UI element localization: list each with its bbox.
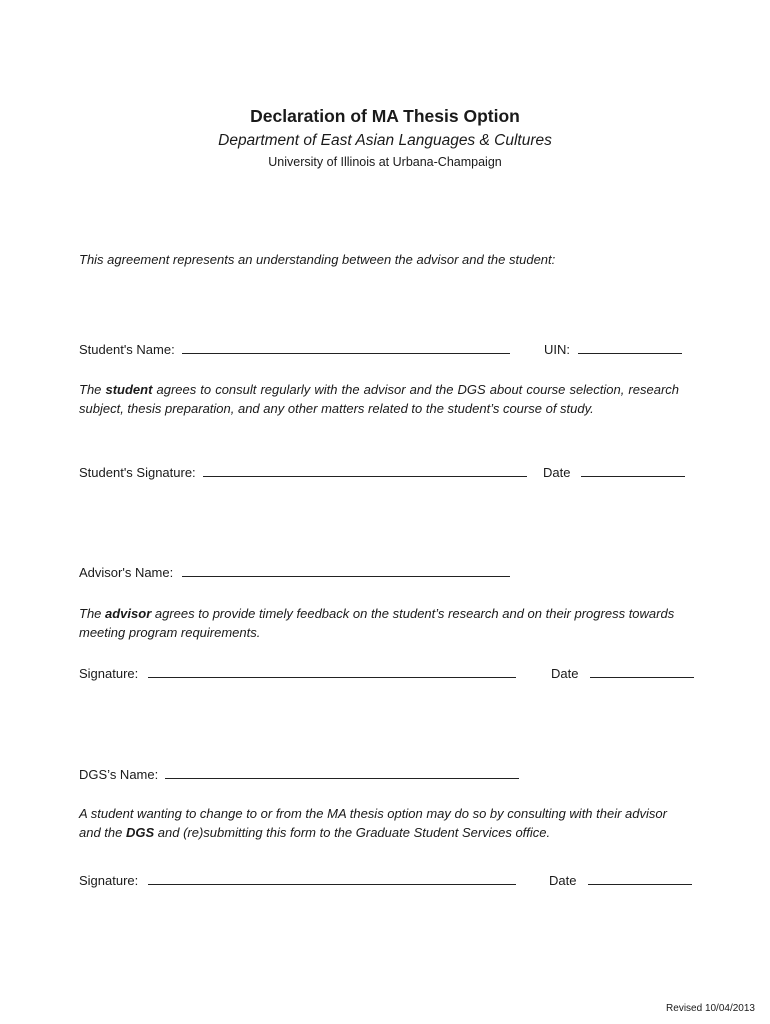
advisor-date-field[interactable]	[590, 664, 694, 678]
university-subtitle: University of Illinois at Urbana-Champaign	[268, 155, 502, 169]
student-para-post: agrees to consult regularly with the advisor and the DGS about course selection, research subject, thesis preparation, and any other matters related to the student’s course of study.	[79, 382, 680, 416]
uin-row	[544, 340, 682, 357]
uin-field[interactable]	[578, 340, 682, 354]
student-date-row	[543, 463, 685, 480]
dgs-date-field[interactable]	[588, 871, 692, 885]
student-signature-field[interactable]	[203, 463, 527, 477]
dgs-name-field[interactable]	[165, 765, 519, 779]
student-date-label: Date	[543, 465, 571, 480]
dgs-date-row	[549, 871, 692, 888]
advisor-date-label: Date	[551, 666, 579, 681]
dgs-name-label: DGS’s Name:	[79, 767, 159, 782]
form-title: Declaration of MA Thesis Option	[250, 106, 520, 126]
dgs-para-post: and (re)submitting this form to the Graduate Student Services office.	[154, 825, 551, 840]
advisor-para-post: agrees to provide timely feedback on the student’s research and on their progress towards meeting program requirements.	[79, 606, 675, 640]
advisor-signature-field[interactable]	[148, 664, 516, 678]
dgs-signature-field[interactable]	[148, 871, 516, 885]
student-name-field[interactable]	[182, 340, 510, 354]
dgs-para-bold: DGS	[126, 825, 155, 840]
advisor-date-row	[551, 664, 694, 681]
dgs-signature-row	[79, 871, 516, 888]
dgs-name-row	[79, 765, 519, 782]
advisor-signature-label: Signature:	[79, 666, 139, 681]
advisor-signature-row	[79, 664, 516, 681]
student-date-field[interactable]	[581, 463, 685, 477]
dgs-change-paragraph	[79, 804, 679, 842]
intro-text: This agreement represents an understanding between the advisor and the student:	[79, 252, 556, 267]
department-subtitle: Department of East Asian Languages & Cultures	[218, 132, 552, 149]
student-signature-row	[79, 463, 527, 480]
dgs-para-pre: A student wanting to change to or from the MA thesis option may do so by consulting with their advisor and the	[79, 806, 667, 840]
student-para-bold: student	[105, 382, 153, 397]
student-agreement-paragraph	[79, 380, 679, 418]
student-signature-label: Student's Signature:	[79, 465, 196, 480]
dgs-date-label: Date	[549, 873, 577, 888]
student-para-pre: The	[79, 382, 106, 397]
revision-footer: Revised 10/04/2013	[666, 1003, 755, 1014]
uin-label: UIN:	[544, 342, 570, 357]
advisor-name-row	[79, 563, 510, 580]
advisor-para-bold: advisor	[105, 606, 152, 621]
advisor-name-label: Advisor's Name:	[79, 565, 174, 580]
student-name-label: Student's Name:	[79, 342, 175, 357]
dgs-signature-label: Signature:	[79, 873, 139, 888]
advisor-name-field[interactable]	[182, 563, 510, 577]
advisor-agreement-paragraph	[79, 604, 679, 642]
advisor-para-pre: The	[79, 606, 106, 621]
student-name-row	[79, 340, 510, 357]
